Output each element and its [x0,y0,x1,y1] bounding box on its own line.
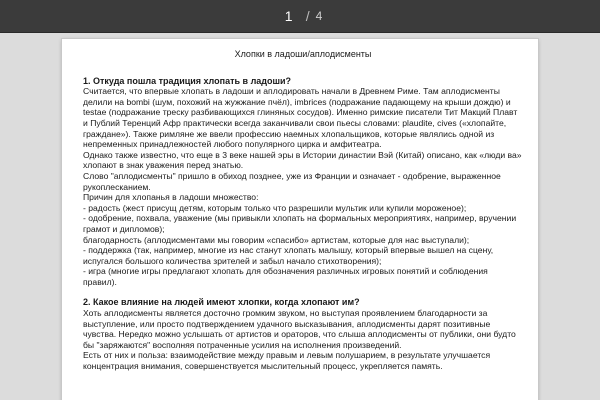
list-item: благодарность (аплодисментами мы говорим «спасибо» артистам, которые для нас выступали); [83,234,470,245]
paragraph: Считается, что впервые хлопать в ладоши и аплодировать начали в Древнем Риме. Там аплодисменты делили на bombi (шум, похожий на жужжание пчёл), imbrices (подражание падающему на крыши дождю) и testae (подражание треску разбивающихся глиняных сосудов). Именно римские писатели Тит Макций Плавт и Публий Теренций Афр практически всегда заканчивали свои пьесы словами: plaudite, cives («хлопайте, граждане»). Также римляне же ввели профессию наемных хлопальщиков, которые являлись одной из непременных принадлежностей любого популярного цирка и амфитеатра. [83,86,518,150]
section-heading: 2. Какое влияние на людей имеют хлопки, когда хлопают им? [83,297,360,308]
current-page-field[interactable]: 1 [284,8,293,24]
list-item: - игра (многие игры предлагают хлопать для обозначения различных игровых понятий и соблюдения правил). [83,266,488,287]
paragraph: Однако также известно, что еще в 3 веке нашей эры в Истории династии Вэй (Китай) описано, как «люди ва» хлопают в знак уважения перед знатью. [83,149,522,171]
spacer [83,287,523,297]
total-pages: 4 [315,9,323,23]
document-title: Хлопки в ладоши/аплодисменты [234,49,372,59]
page-separator: / [305,8,310,24]
paragraph: Есть от них и польза: взаимодействие между правым и левым полушарием, в результате улучшается концентрация внимания, совершенствуется мыслительный процесс, укрепляется память. [83,350,491,372]
paragraph: Причин для хлопанья в ладоши множество: [83,192,259,203]
page-content [83,49,523,372]
paragraph: Хоть аплодисменты является досточно громким звуком, но выступая проявлением благодарности за выступление, или просто подтверждением удачного высказывания, аплодисменты дарят позитивные чувства. Нередко можно услышать от артистов и ораторов, что слыша аплодисменты от публики, они будто бы "заряжаются" восполняя потраченные усилия на исполнения произведений. [83,308,516,350]
section-heading: 1. Откуда пошла традиция хлопать в ладоши? [83,75,292,86]
list-item: - поддержка (так, например, многие из нас станут хлопать малышу, который впервые вышел на сцену, испугался большого количества зрителей и забыл начало стихотворения); [83,245,494,266]
pdf-viewer-toolbar [0,0,600,33]
paragraph: Слово "аплодисменты" пришло в обиход позднее, уже из Франции и означает - одобрение, выраженное рукоплесканием. [83,170,501,192]
document-page [62,39,538,400]
page-indicator [278,7,323,25]
document-viewport[interactable] [0,32,600,400]
list-item: - радость (жест присущ детям, которым только что разрешили мультик или купили мороженое); [83,202,467,213]
list-item: - одобрение, похвала, уважение (мы привыкли хлопать на формальных мероприятиях, например, вручении грамот и дипломов); [83,213,517,234]
